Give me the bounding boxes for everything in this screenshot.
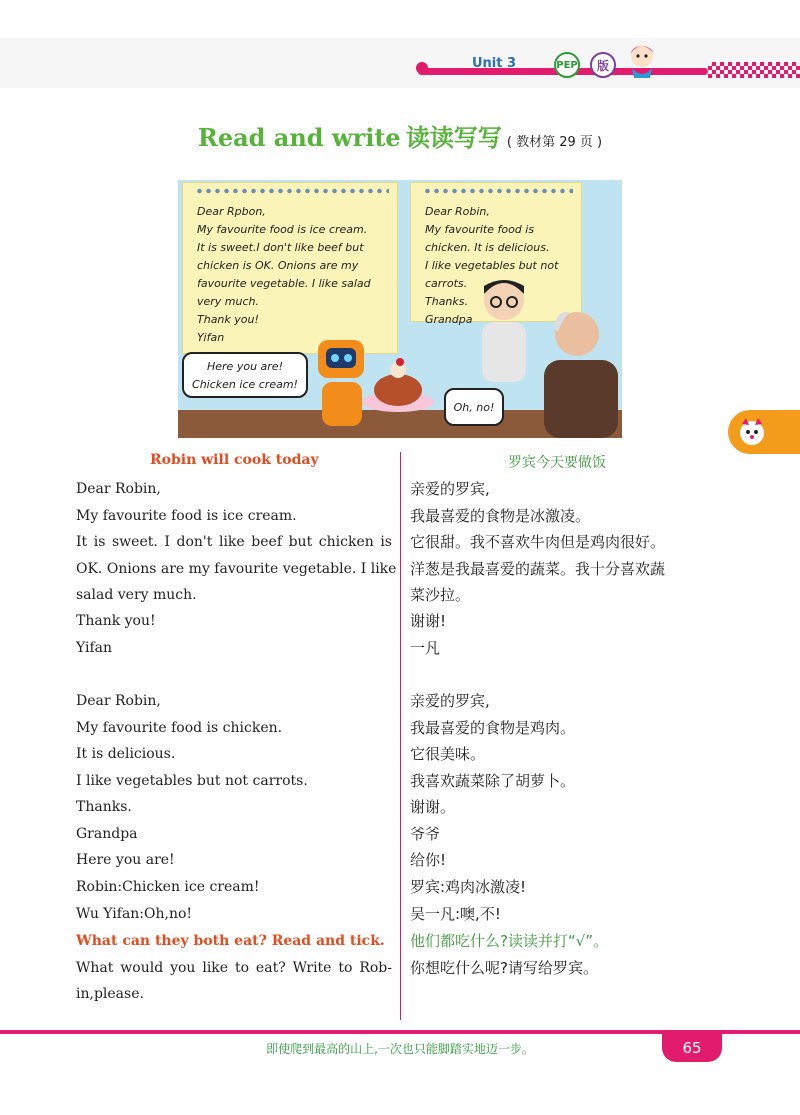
- english-line: Grandpa: [76, 826, 138, 842]
- english-task-heading: What can they both eat? Read and tick.: [76, 933, 385, 949]
- title-chinese: 读读写写: [405, 123, 502, 152]
- unit-label: Unit 3: [472, 56, 517, 71]
- bubble-line: Here you are!: [207, 360, 283, 373]
- header-checker-pattern: [708, 62, 800, 78]
- english-line: salad very much.: [76, 587, 197, 603]
- chinese-line: 我喜欢蔬菜除了胡萝卜。: [410, 772, 576, 790]
- note-line: Dear Rpbon,: [197, 205, 266, 218]
- note-line: Thank you!: [197, 313, 259, 326]
- english-line: It is sweet. I don't like beef but chicken is: [76, 534, 392, 550]
- note-rings: [195, 187, 389, 195]
- side-tab: [728, 410, 800, 454]
- chinese-line: 它很美味。: [410, 745, 486, 763]
- note-line: Grandpa: [425, 313, 473, 326]
- chinese-column-heading: 罗宾今天要做饭: [508, 455, 606, 471]
- chinese-line: 洋葱是我最喜爱的蔬菜。我十分喜欢蔬: [410, 560, 666, 578]
- note-line: It is sweet.I don't like beef but: [197, 241, 364, 254]
- english-line: Robin:Chicken ice cream!: [76, 879, 260, 895]
- english-line: Wu Yifan:Oh,no!: [76, 906, 193, 922]
- note-rings: [423, 187, 573, 195]
- english-line: Dear Robin,: [76, 481, 161, 497]
- note-line: Yifan: [197, 331, 225, 344]
- english-line: Thanks.: [76, 799, 132, 815]
- english-line: Here you are!: [76, 852, 175, 868]
- note-line: chicken is OK. Onions are my: [197, 259, 359, 272]
- mascot-girl-icon: [620, 38, 664, 82]
- chinese-line: 谢谢!: [410, 612, 447, 630]
- note-line: I like vegetables but not: [425, 259, 559, 272]
- chinese-line: 吴一凡:噢,不!: [410, 905, 501, 923]
- note-line: My favourite food is ice cream.: [197, 223, 368, 236]
- header-band: [0, 38, 800, 88]
- note-line: Dear Robin,: [425, 205, 490, 218]
- chinese-task-heading: 他们都吃什么?读读并打“√”。: [410, 932, 609, 950]
- speech-bubble-robin: [182, 352, 308, 398]
- english-line: My favourite food is ice cream.: [76, 508, 297, 524]
- english-line: in,please.: [76, 986, 144, 1002]
- footer-motto: 即使爬到最高的山上,一次也只能脚踏实地迈一步。: [266, 1042, 534, 1056]
- chinese-line: 爷爷: [410, 825, 441, 843]
- note-line: carrots.: [425, 277, 468, 290]
- english-line: It is delicious.: [76, 746, 176, 762]
- page-title: [0, 118, 800, 153]
- chinese-line: 罗宾:鸡肉冰激凌!: [410, 878, 527, 896]
- chinese-line: 亲爱的罗宾,: [410, 692, 490, 710]
- title-textbook-reference: ( 教材第 29 页 ): [506, 135, 603, 150]
- illustration-scene: [178, 180, 622, 438]
- page-number: 65: [662, 1034, 722, 1062]
- english-line: Dear Robin,: [76, 693, 161, 709]
- note-line: chicken. It is delicious.: [425, 241, 550, 254]
- chinese-line: 我最喜爱的食物是冰激凌。: [410, 507, 591, 525]
- title-english: Read and write: [197, 123, 401, 152]
- note-line: My favourite food is: [425, 223, 535, 236]
- pep-badge: PEP: [554, 52, 580, 78]
- english-line: I like vegetables but not carrots.: [76, 773, 308, 789]
- chinese-line: 菜沙拉。: [410, 586, 471, 604]
- chinese-line: 给你!: [410, 851, 447, 869]
- english-line: OK. Onions are my favourite vegetable. I like: [76, 561, 397, 577]
- note-line: Thanks.: [425, 295, 469, 308]
- chinese-line: 它很甜。我不喜欢牛肉但是鸡肉很好。: [410, 533, 666, 551]
- note-line: very much.: [197, 295, 260, 308]
- grandpa-icon: [532, 298, 622, 438]
- speech-bubble-yifan: Oh, no!: [444, 388, 504, 426]
- bubble-line: Chicken ice cream!: [192, 378, 298, 391]
- boy-wu-yifan-icon: [474, 272, 534, 382]
- note-line: favourite vegetable. I like salad: [197, 277, 371, 290]
- chinese-line: 亲爱的罗宾,: [410, 480, 490, 498]
- english-column-heading: Robin will cook today: [150, 452, 319, 468]
- english-line: What would you like to eat? Write to Rob-: [76, 960, 392, 976]
- edition-badge: 版: [590, 52, 616, 78]
- chinese-line: 你想吃什么呢?请写给罗宾。: [410, 959, 598, 977]
- fox-mascot-icon: [736, 416, 768, 448]
- english-line: My favourite food is chicken.: [76, 720, 283, 736]
- english-line: Thank you!: [76, 613, 156, 629]
- chicken-ice-cream-plate-icon: [360, 356, 436, 416]
- chinese-line: 谢谢。: [410, 798, 456, 816]
- chinese-line: 我最喜爱的食物是鸡肉。: [410, 719, 576, 737]
- sticky-note-yifan: [182, 182, 398, 354]
- column-divider: [400, 452, 401, 1020]
- chinese-line: 一凡: [410, 639, 441, 657]
- english-line: Yifan: [76, 640, 113, 656]
